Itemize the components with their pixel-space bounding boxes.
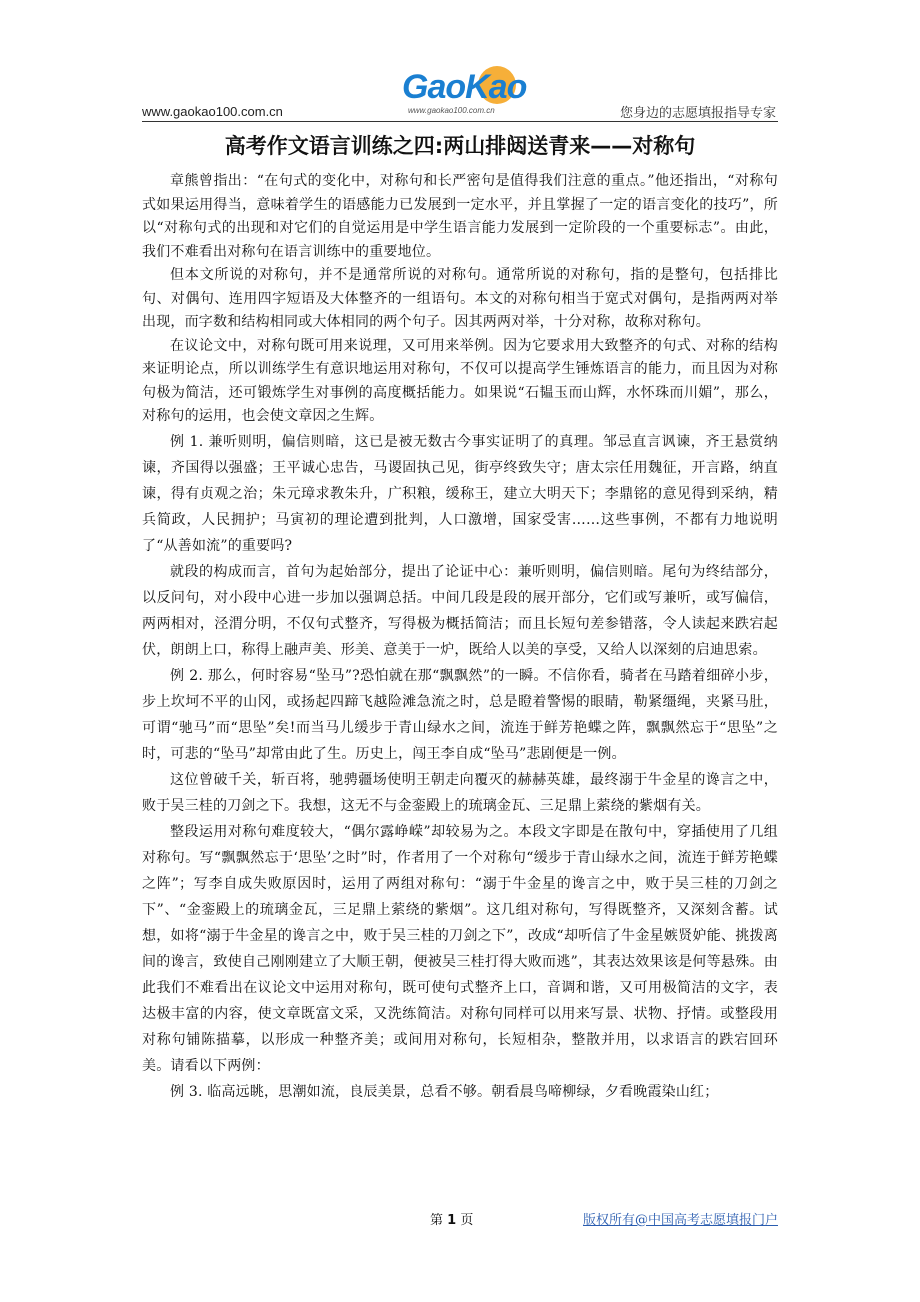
paragraph: 这位曾破千关，斩百将，驰骋疆场使明王朝走向覆灭的赫赫英雄，最终溺于牛金星的谗言之中，败于吴三桂的刀剑之下。我想，这无不与金銮殿上的琉璃金瓦、三足鼎上萦绕的紫烟有关。 xyxy=(142,771,778,814)
page-number xyxy=(430,1209,473,1228)
gaokao-logo xyxy=(398,66,527,122)
paragraph: 但本文所说的对称句，并不是通常所说的对称句。通常所说的对称句，指的是整句，包括排比句、对偶句、连用四字短语及大体整齐的一组语句。本文的对称句相当于宽式对偶句，是指两两对举出现，而字数和结构相同或大体相同的两个句子。因其两两对举，十分对称，故称对称句。 xyxy=(142,267,778,330)
page-suffix: 页 xyxy=(460,1213,474,1228)
example-paragraph: 例 3. 临高远眺，思潮如流，良辰美景，总看不够。朝看晨鸟啼柳绿，夕看晚霞染山红； xyxy=(170,1083,719,1100)
example-paragraph: 例 1. 兼听则明，偏信则暗，这已是被无数古今事实证明了的真理。邹忌直言讽谏，齐王悬赏纳谏，齐国得以强盛；王平诚心忠告，马谡固执己见，街亭终致失守；唐太宗任用魏征，开言路，纳直谏，得有贞观之治；朱元璋求教朱升，广积粮，缓称王，建立大明天下；李鼎铭的意见得到采纳，精兵简政，人民拥护；马寅初的理论遭到批判，人口激增，国家受害……这些事例，不都有力地说明了“从善如流”的重要吗? xyxy=(142,433,778,554)
page-number-value: 1 xyxy=(447,1213,457,1228)
copyright-link[interactable]: 版权所有@中国高考志愿填报门户 xyxy=(582,1213,778,1228)
example-paragraph: 例 2. 那么，何时容易“坠马”?恐怕就在那“飘飘然”的一瞬。不信你看，骑者在马踏着细碎小步，步上坎坷不平的山冈，或扬起四蹄飞越险滩急流之时，总是瞪着警惕的眼睛，勒紧缰绳，夹紧马肚，可谓“驰马”而“思坠”矣!而当马儿缓步于青山绿水之间，流连于鲜芳艳蝶之阵，飘飘然忘于“思坠”之时，可悲的“坠马”却常由此了生。历史上，闯王李自成“坠马”悲剧便是一例。 xyxy=(142,667,778,762)
page-prefix: 第 xyxy=(430,1213,444,1228)
document-title: 高考作文语言训练之四:两山排闼送青来——对称句 xyxy=(224,134,696,158)
header-slogan: 您身边的志愿填报指导专家 xyxy=(619,106,776,121)
header-divider xyxy=(142,121,778,122)
header-site-url: www.gaokao100.com.cn xyxy=(142,104,283,119)
paragraph: 就段的构成而言，首句为起始部分，提出了论证中心：兼听则明，偏信则暗。尾句为终结部分，以反问句，对小段中心进一步加以强调总括。中间几段是段的展开部分，它们或写兼听，或写偏信，两两相对，泾渭分明，不仅句式整齐，写得极为概括简洁；而且长短句差参错落，令人读起来跌宕起伏，朗朗上口，称得上融声美、形美、意美于一炉，既给人以美的享受，又给人以深刻的启迪思索。 xyxy=(142,563,778,658)
paragraph: 整段运用对称句难度较大，“偶尔露峥嵘”却较易为之。本段文字即是在散句中，穿插使用了几组对称句。写“飘飘然忘于‘思坠’之时”时，作者用了一个对称句“缓步于青山绿水之间，流连于鲜芳艳蝶之阵”；写李自成失败原因时，运用了两组对称句：“溺于牛金星的谗言之中，败于吴三桂的刀剑之下”、“金銮殿上的琉璃金瓦，三足鼎上萦绕的紫烟”。这几组对称句，写得既整齐，又深刻含蓄。试想，如将“溺于牛金星的谗言之中，败于吴三桂的刀剑之下”，改成“却听信了牛金星嫉贤妒能、挑拨离间的谗言，致使自己刚刚建立了大顺王朝，便被吴三桂打得大败而逃”，其表达效果该是何等悬殊。由此我们不难看出在议论文中运用对称句，既可使句式整齐上口，音调和谐，又可用极简洁的文字，表达极丰富的内容，使文章既富文采，又洗练简洁。对称句同样可以用来写景、状物、抒情。或整段用对称句铺陈描摹，以形成一种整齐美；或间用对称句，长短相杂，整散并用，以求语言的跌宕回环美。请看以下两例： xyxy=(142,823,778,1074)
logo-text: GaoKao xyxy=(402,68,527,106)
logo-url: www.gaokao100.com.cn xyxy=(408,106,495,115)
paragraph: 在议论文中，对称句既可用来说理，又可用来举例。因为它要求用大致整齐的句式、对称的结构来证明论点，所以训练学生有意识地运用对称句，不仅可以提高学生锤炼语言的能力，而且因为对称句极为简洁，还可锻炼学生对事例的高度概括能力。如果说“石韫玉而山辉，水怀珠而川媚”，那么，对称句的运用，也会使文章因之生辉。 xyxy=(142,337,778,424)
document-body xyxy=(142,170,778,1105)
paragraph: 章熊曾指出：“在句式的变化中，对称句和长严密句是值得我们注意的重点。”他还指出，“对称句式如果运用得当，意味着学生的语感能力已发展到一定水平，并且掌握了一定的语言变化的技巧”，所以“对称句式的出现和对它们的自觉运用是中学生语言能力发展到一定阶段的一个重要标志”。由此，我们不难看出对称句在语言训练中的重要地位。 xyxy=(142,173,778,260)
